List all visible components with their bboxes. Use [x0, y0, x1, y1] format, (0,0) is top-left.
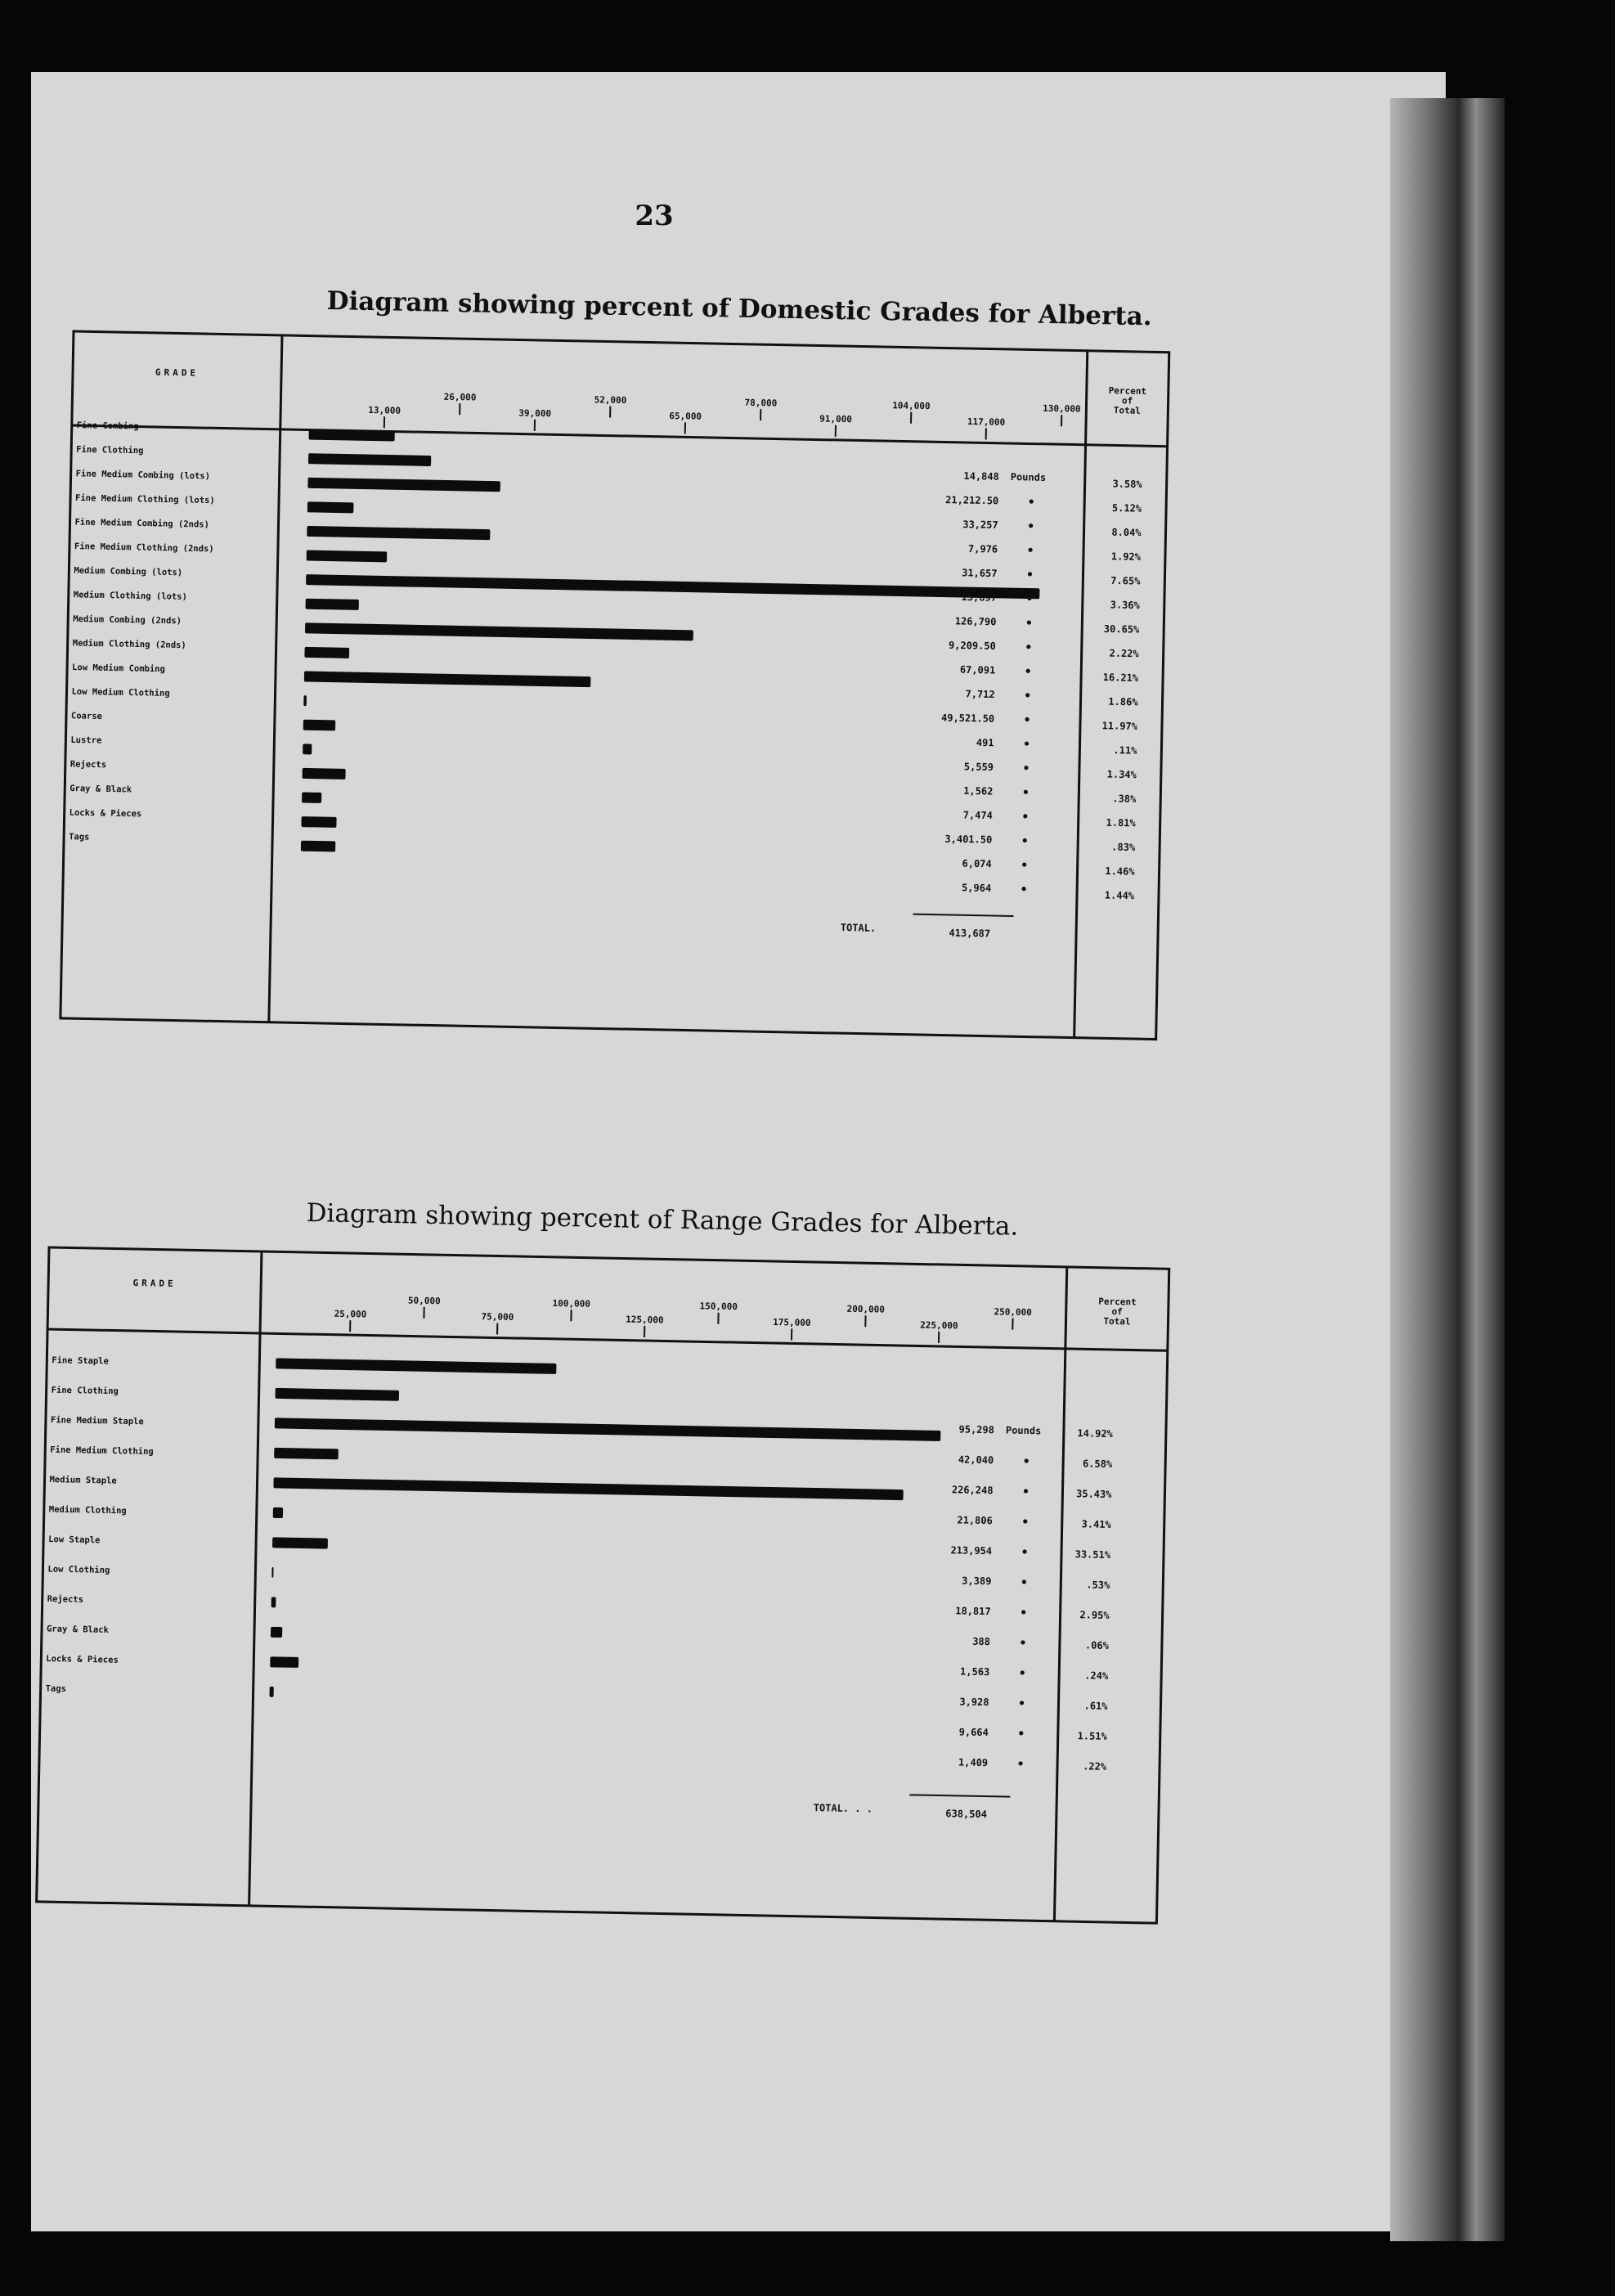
page-number: 23 — [635, 200, 674, 232]
domestic-percent-label: 1.44% — [1104, 889, 1135, 902]
domestic-bar — [301, 841, 335, 852]
domestic-total-rule — [913, 914, 1014, 916]
domestic-category-label: Low Medium Clothing — [71, 686, 170, 699]
domestic-ditto-mark — [1028, 572, 1032, 576]
range-value-label: 9,664 — [958, 1726, 989, 1739]
range-tick-label: 100,000 — [552, 1297, 591, 1310]
domestic-bar — [303, 744, 312, 754]
domestic-value-label: 491 — [976, 736, 994, 749]
range-ditto-mark — [1022, 1579, 1026, 1584]
domestic-ditto-mark — [1023, 814, 1027, 818]
domestic-percent-label: 2.22% — [1109, 647, 1139, 660]
domestic-bar — [307, 478, 500, 492]
domestic-percent-label: 1.46% — [1105, 865, 1135, 878]
domestic-percent-label: .83% — [1111, 841, 1136, 854]
domestic-value-label: 7,976 — [967, 542, 998, 555]
range-category-label: Low Staple — [48, 1534, 101, 1546]
domestic-value-label: 5,964 — [961, 882, 992, 894]
domestic-bar — [305, 622, 693, 640]
domestic-grade-divider — [269, 335, 282, 1022]
domestic-value-label: 7,474 — [962, 809, 993, 822]
range-value-label: 213,954 — [950, 1544, 993, 1557]
domestic-tick-label: 117,000 — [967, 416, 1006, 428]
range-ditto-mark — [1021, 1640, 1025, 1644]
range-percent-header-line: of — [1111, 1305, 1123, 1318]
domestic-category-label: Fine Clothing — [76, 444, 144, 456]
range-category-label: Fine Medium Clothing — [50, 1445, 154, 1457]
range-chart-title: Diagram showing percent of Range Grades for Alberta. — [306, 1198, 1019, 1242]
domestic-ditto-mark — [1022, 862, 1026, 866]
range-percent-label: 33.51% — [1074, 1548, 1111, 1561]
range-grade-divider — [249, 1251, 262, 1906]
range-bar — [269, 1687, 273, 1697]
range-percent-label: 1.51% — [1077, 1730, 1107, 1742]
range-bar — [271, 1597, 276, 1607]
domestic-ditto-mark — [1021, 887, 1025, 891]
range-percent-label: 14.92% — [1077, 1427, 1113, 1440]
domestic-bar — [304, 671, 591, 687]
range-tick-label: 75,000 — [481, 1311, 514, 1323]
domestic-header-rule — [72, 425, 1168, 447]
domestic-bar — [307, 501, 354, 513]
domestic-category-label: Fine Medium Combing (2nds) — [74, 517, 209, 530]
domestic-ditto-mark — [1028, 548, 1032, 552]
domestic-bar — [308, 453, 431, 466]
domestic-percent-header-line: Percent — [1108, 385, 1147, 397]
domestic-tick-label: 104,000 — [892, 400, 931, 412]
domestic-ditto-mark — [1024, 766, 1028, 770]
domestic-value-label: 49,521.50 — [940, 712, 995, 725]
domestic-tick-label: 65,000 — [669, 411, 702, 422]
range-percent-label: 35.43% — [1075, 1488, 1112, 1501]
domestic-ditto-mark — [1024, 790, 1028, 794]
domestic-percent-label: 30.65% — [1103, 622, 1140, 636]
domestic-value-label: 3,401.50 — [944, 833, 993, 846]
domestic-tick-label: 39,000 — [518, 407, 552, 420]
range-value-label: 18,817 — [955, 1605, 991, 1618]
range-value-label: 1,409 — [958, 1756, 989, 1769]
range-value-label: 95,298 — [958, 1423, 995, 1436]
domestic-value-label: 7,712 — [965, 688, 995, 701]
domestic-ditto-mark — [1025, 717, 1029, 721]
range-percent-label: .53% — [1086, 1579, 1110, 1591]
range-category-label: Low Clothing — [47, 1564, 110, 1575]
range-total-label: TOTAL. . . — [813, 1802, 873, 1815]
domestic-grades-chart — [60, 331, 1177, 1056]
range-bar — [274, 1448, 339, 1460]
range-bar — [271, 1627, 282, 1638]
domestic-category-label: Medium Clothing (lots) — [73, 590, 187, 602]
domestic-bar — [306, 574, 1039, 599]
domestic-chart-title: Diagram showing percent of Domestic Grades for Alberta. — [326, 286, 1152, 332]
domestic-value-label: 5,559 — [963, 761, 994, 773]
domestic-percent-label: 8.04% — [1111, 526, 1142, 539]
range-tick-label: 200,000 — [846, 1303, 886, 1315]
domestic-percent-header-line: of — [1121, 395, 1133, 407]
domestic-percent-label: 5.12% — [1111, 502, 1142, 514]
domestic-ditto-mark — [1029, 523, 1033, 528]
domestic-category-label: Fine Combing — [76, 420, 139, 432]
domestic-value-label: 33,257 — [962, 519, 998, 531]
domestic-value-label: 9,209.50 — [948, 639, 996, 652]
domestic-category-label: Gray & Black — [70, 784, 132, 795]
domestic-ditto-mark — [1026, 645, 1030, 649]
domestic-category-label: Rejects — [70, 759, 107, 771]
domestic-value-label: 6,074 — [962, 857, 992, 870]
domestic-percent-label: 1.34% — [1106, 768, 1137, 781]
domestic-bar — [302, 792, 321, 802]
domestic-bar — [303, 720, 336, 731]
range-value-label: 21,806 — [957, 1514, 993, 1527]
range-category-label: Gray & Black — [46, 1624, 110, 1635]
domestic-total-label: TOTAL. — [840, 921, 877, 934]
domestic-bar — [307, 550, 388, 563]
domestic-category-label: Tags — [69, 832, 90, 842]
range-value-label: 388 — [972, 1635, 991, 1648]
range-total-value: 638,504 — [945, 1808, 988, 1821]
range-percent-label: .24% — [1084, 1669, 1109, 1682]
domestic-category-label: Coarse — [70, 711, 103, 721]
domestic-percent-label: 1.92% — [1110, 550, 1142, 563]
range-percent-header-line: Total — [1103, 1315, 1131, 1328]
domestic-bar — [304, 647, 349, 658]
range-bar — [273, 1477, 903, 1500]
range-percent-label: 3.41% — [1081, 1518, 1111, 1530]
range-value-label: 42,040 — [958, 1454, 994, 1467]
range-category-label: Tags — [45, 1683, 67, 1695]
domestic-ditto-mark — [1025, 741, 1029, 745]
domestic-bar — [303, 695, 307, 706]
domestic-tick-label: 52,000 — [594, 394, 627, 406]
range-category-label: Rejects — [47, 1594, 84, 1605]
range-value-label: 3,928 — [959, 1696, 989, 1709]
range-ditto-mark — [1024, 1489, 1028, 1493]
range-tick-label: 225,000 — [920, 1319, 958, 1332]
domestic-tick-label: 13,000 — [368, 404, 402, 416]
domestic-tick-label: 130,000 — [1043, 402, 1081, 415]
range-bar — [273, 1507, 283, 1518]
domestic-category-label: Locks & Pieces — [69, 807, 142, 820]
range-category-label: Medium Staple — [49, 1475, 117, 1486]
domestic-percent-label: 1.81% — [1106, 816, 1136, 829]
range-percent-header-line: Percent — [1098, 1296, 1137, 1308]
domestic-ditto-mark — [1030, 499, 1034, 503]
domestic-category-label: Fine Medium Combing (lots) — [75, 469, 211, 482]
range-ditto-mark — [1021, 1610, 1025, 1614]
range-grade-header: GRADE — [132, 1277, 177, 1289]
range-ditto-mark — [1023, 1519, 1027, 1523]
range-percent-label: .22% — [1083, 1760, 1107, 1773]
range-unit-label: Pounds — [1005, 1424, 1042, 1437]
range-percent-label: .06% — [1084, 1639, 1110, 1651]
range-tick-label: 50,000 — [407, 1295, 441, 1307]
domestic-ditto-mark — [1026, 669, 1030, 673]
range-bar — [271, 1567, 273, 1578]
domestic-percent-label: 7.65% — [1110, 574, 1141, 587]
domestic-bar — [301, 816, 336, 828]
domestic-percent-label: .11% — [1113, 744, 1137, 757]
range-category-label: Medium Clothing — [48, 1504, 127, 1516]
range-category-label: Locks & Pieces — [46, 1654, 119, 1665]
range-ditto-mark — [1018, 1761, 1022, 1765]
domestic-tick-label: 91,000 — [819, 413, 853, 425]
domestic-percent-label: .38% — [1112, 793, 1137, 805]
domestic-total-value: 413,687 — [949, 927, 991, 940]
range-tick-label: 25,000 — [334, 1308, 367, 1320]
range-bar — [272, 1537, 328, 1548]
domestic-value-label: 67,091 — [959, 663, 996, 676]
range-bar — [276, 1388, 400, 1401]
range-percent-label: 2.95% — [1079, 1609, 1110, 1621]
domestic-tick-label: 26,000 — [443, 391, 477, 403]
page-binding-edge — [1390, 98, 1505, 2241]
domestic-bar — [306, 599, 359, 610]
range-percent-label: .61% — [1083, 1700, 1108, 1712]
domestic-ditto-mark — [1027, 620, 1031, 624]
range-percent-divider — [1054, 1267, 1066, 1921]
range-category-label: Fine Medium Staple — [50, 1415, 144, 1427]
domestic-category-label: Low Medium Combing — [71, 663, 165, 675]
range-value-label: 226,248 — [951, 1484, 994, 1497]
domestic-percent-label: 3.36% — [1110, 599, 1140, 612]
range-ditto-mark — [1025, 1458, 1029, 1463]
range-tick-label: 250,000 — [994, 1306, 1032, 1319]
domestic-ditto-mark — [1023, 838, 1027, 842]
domestic-bar — [309, 429, 395, 442]
domestic-category-label: Fine Medium Clothing (lots) — [74, 492, 215, 506]
domestic-value-label: 13,897 — [961, 591, 998, 604]
domestic-ditto-mark — [1025, 693, 1030, 697]
domestic-value-label: 21,212.50 — [945, 494, 999, 507]
domestic-percent-header-line: Total — [1113, 405, 1142, 416]
range-grades-chart — [36, 1247, 1177, 1931]
domestic-percent-divider — [1074, 351, 1088, 1038]
domestic-percent-label: 11.97% — [1101, 720, 1138, 733]
range-category-label: Fine Clothing — [51, 1385, 119, 1397]
range-total-rule — [909, 1795, 1010, 1796]
domestic-percent-label: 1.86% — [1108, 695, 1138, 708]
domestic-tick-label: 78,000 — [744, 397, 778, 409]
range-ditto-mark — [1019, 1731, 1023, 1735]
domestic-category-label: Medium Combing (lots) — [74, 565, 183, 578]
domestic-value-label: 126,790 — [954, 615, 997, 628]
domestic-value-label: 14,848 — [963, 470, 999, 483]
range-ditto-mark — [1022, 1549, 1026, 1553]
domestic-grade-header: GRADE — [155, 366, 200, 379]
range-bar — [276, 1358, 556, 1374]
domestic-bar — [303, 768, 346, 780]
domestic-unit-label: Pounds — [1010, 471, 1047, 483]
range-header-rule — [47, 1329, 1168, 1350]
domestic-category-label: Medium Combing (2nds) — [73, 613, 182, 627]
range-ditto-mark — [1020, 1701, 1024, 1705]
range-tick-label: 175,000 — [773, 1317, 811, 1328]
domestic-bar — [307, 526, 490, 540]
domestic-category-label: Medium Clothing (2nds) — [72, 638, 186, 651]
domestic-frame — [61, 331, 1169, 1040]
range-ditto-mark — [1021, 1670, 1025, 1674]
domestic-percent-label: 16.21% — [1102, 672, 1139, 684]
domestic-value-label: 1,562 — [963, 784, 994, 798]
domestic-value-label: 31,657 — [962, 567, 998, 580]
range-percent-label: 6.58% — [1082, 1458, 1113, 1471]
range-tick-label: 150,000 — [699, 1301, 738, 1313]
range-value-label: 3,389 — [962, 1575, 992, 1588]
range-frame — [37, 1247, 1169, 1923]
range-category-label: Fine Staple — [52, 1355, 109, 1367]
range-tick-label: 125,000 — [626, 1314, 664, 1326]
domestic-category-label: Fine Medium Clothing (2nds) — [74, 541, 214, 555]
range-bar — [275, 1418, 941, 1441]
domestic-category-label: Lustre — [70, 735, 102, 746]
range-value-label: 1,563 — [959, 1665, 990, 1678]
domestic-percent-label: 3.58% — [1112, 478, 1142, 491]
range-bar — [270, 1656, 298, 1668]
